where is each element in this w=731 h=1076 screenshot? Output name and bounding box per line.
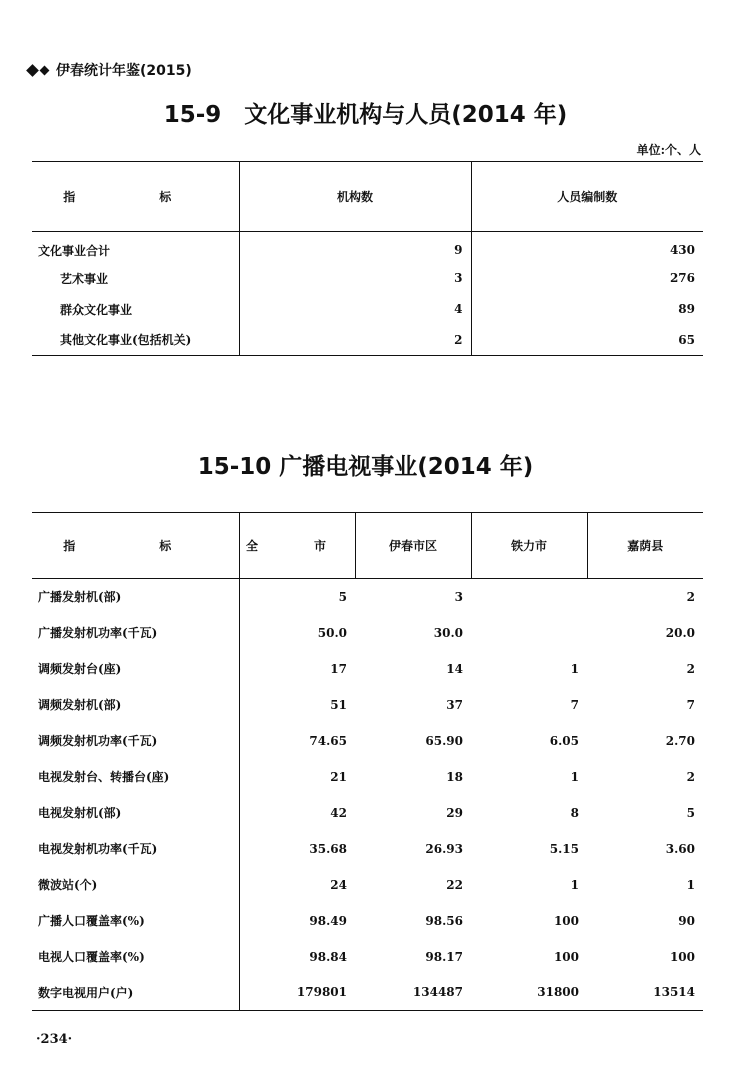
broadcasting-table [32,512,703,1011]
table2-title: 15-10 广播电视事业(2014 年) [197,454,534,480]
row-label: 文化事业合计 [32,232,239,263]
cell-value: 26.93 [425,841,463,856]
row-label: 其他文化事业(包括机关) [32,325,239,356]
cell-value: 22 [446,877,463,892]
table1-unit: 单位:个、人 [636,143,701,157]
cell-value: 2 [686,589,695,604]
cell-value: 18 [446,769,463,784]
cell-value: 50.0 [317,625,347,640]
cell-value: 14 [446,661,463,676]
cell-value: 65 [678,332,695,347]
cell-value: 35.68 [309,841,347,856]
table-row [32,232,703,263]
cell-value: 98.49 [309,913,347,928]
cell-value: 8 [570,805,579,820]
cell-value: 13514 [653,985,695,1000]
cell-value: 7 [686,697,695,712]
table-row [32,759,703,795]
cell-value: 1 [570,877,579,892]
column-header-institutions: 机构数 [239,162,471,232]
table-row [32,975,703,1011]
cell-value: 4 [239,294,471,325]
cell-value: 430 [669,243,695,258]
row-label: 微波站(个) [32,867,239,903]
book-title: 伊春统计年鉴(2015) [56,63,192,79]
column-header-jiayin: 嘉荫县 [587,513,703,579]
cell-value: 2.70 [665,733,695,748]
column-header-indicator: 指 标 [32,162,239,232]
column-header-city-total: 全 市 [239,513,355,579]
cell-value: 98.84 [309,949,347,964]
column-header-indicator: 指 标 [32,513,239,579]
row-label: 广播发射机功率(千瓦) [32,615,239,651]
row-label: 调频发射机功率(千瓦) [32,723,239,759]
cell-value: 90 [678,913,695,928]
cell-value: 134487 [412,985,463,1000]
cell-value: 24 [330,877,347,892]
row-label: 艺术事业 [32,263,239,294]
cell-value: 51 [330,697,347,712]
table-row [32,687,703,723]
row-label: 电视发射台、转播台(座) [32,759,239,795]
table-row [32,263,703,294]
row-label: 电视发射机功率(千瓦) [32,831,239,867]
table-row [32,579,703,615]
cell-value: 98.17 [425,949,463,964]
column-header-yichun-district: 伊春市区 [355,513,471,579]
cell-value: 100 [669,949,695,964]
cell-value: 179801 [296,985,347,1000]
table-row [32,939,703,975]
culture-institutions-table [32,161,703,356]
cell-value: 20.0 [665,625,695,640]
cell-value: 5.15 [549,841,579,856]
running-header [28,60,192,80]
row-label: 广播发射机(部) [32,579,239,615]
cell-value: 1 [686,877,695,892]
diamond-bullet-icon [40,65,50,75]
cell-value: 74.65 [309,733,347,748]
row-label: 广播人口覆盖率(%) [32,903,239,939]
table-row [32,325,703,356]
cell-value [471,579,587,615]
cell-value: 276 [669,271,695,285]
cell-value: 5 [338,589,347,604]
cell-value: 98.56 [425,913,463,928]
table1-title: 15-9 文化事业机构与人员(2014 年) [163,102,568,128]
cell-value: 2 [239,325,471,356]
cell-value: 100 [553,949,579,964]
table-row [32,651,703,687]
cell-value [471,615,587,651]
cell-value: 1 [570,661,579,676]
table-row [32,831,703,867]
cell-value: 30.0 [433,625,463,640]
cell-value: 31800 [537,985,579,1000]
row-label: 数字电视用户(户) [32,975,239,1011]
row-label: 调频发射机(部) [32,687,239,723]
row-label: 群众文化事业 [32,294,239,325]
column-header-staff: 人员编制数 [471,162,703,232]
row-label: 电视人口覆盖率(%) [32,939,239,975]
cell-value: 2 [686,661,695,676]
row-label: 调频发射台(座) [32,651,239,687]
column-header-tieli: 铁力市 [471,513,587,579]
cell-value: 6.05 [549,733,579,748]
cell-value: 5 [686,805,695,820]
table-row [32,615,703,651]
cell-value: 3 [454,589,463,604]
cell-value: 9 [239,232,471,263]
cell-value: 2 [686,769,695,784]
cell-value: 29 [446,805,463,820]
page-number: ·234· [36,1032,73,1047]
cell-value: 3 [239,263,471,294]
cell-value: 3.60 [665,841,695,856]
row-label: 电视发射机(部) [32,795,239,831]
cell-value: 1 [570,769,579,784]
table-row [32,903,703,939]
cell-value: 65.90 [425,733,463,748]
table-row [32,867,703,903]
cell-value: 17 [330,661,347,676]
table-row [32,795,703,831]
table-row [32,294,703,325]
cell-value: 37 [446,697,463,712]
cell-value: 42 [330,805,347,820]
cell-value: 89 [678,302,695,316]
cell-value: 100 [553,913,579,928]
cell-value: 7 [570,697,579,712]
cell-value: 21 [330,769,347,784]
diamond-bullet-icon [26,64,39,77]
table-row [32,723,703,759]
